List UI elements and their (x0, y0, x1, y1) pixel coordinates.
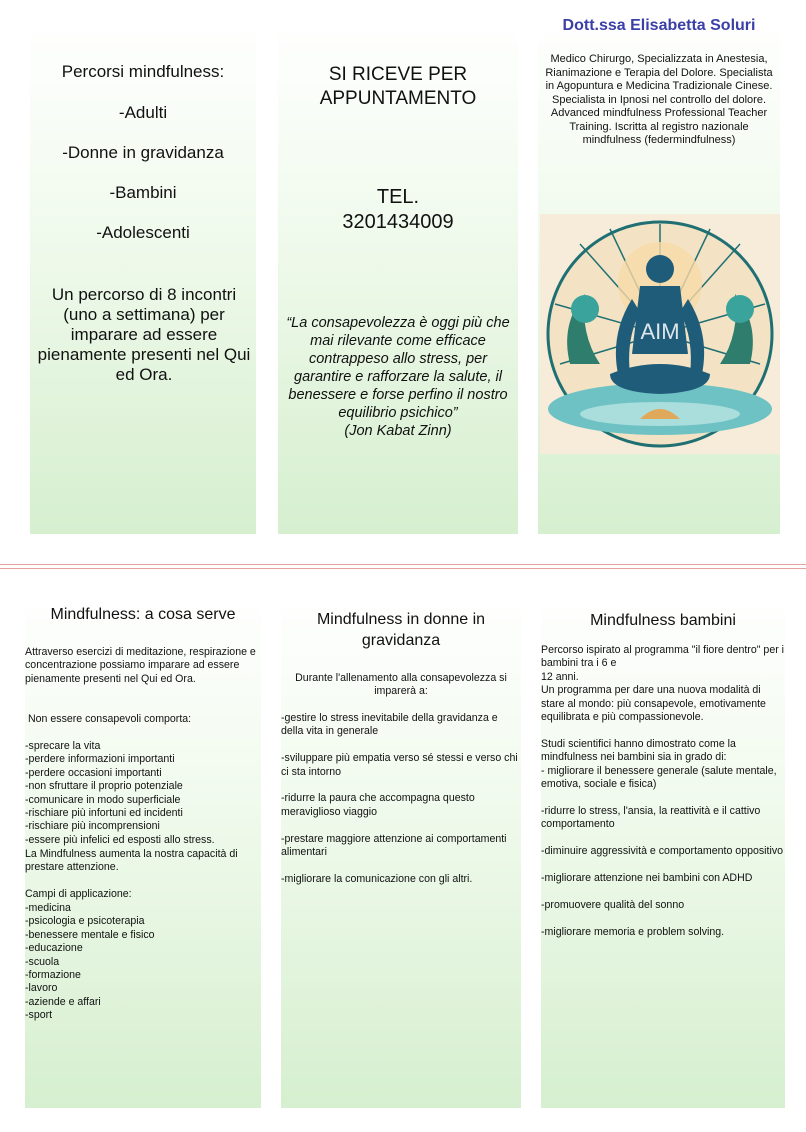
percorsi-title: Percorsi mindfulness: (61, 62, 225, 81)
gravidanza-intro: Durante l'allenamento alla consapevolezza si imparerà a: (295, 672, 507, 698)
meditation-figure-icon (540, 214, 780, 454)
appointment-notice: SI RICEVE PER APPUNTAMENTO (319, 64, 477, 109)
doctor-credentials: Medico Chirurgo, Specializzata in Anestesia, Rianimazione e Terapia del Dolore. Specialista in Agopuntura e Medicina Tradizionale Cinese. Specialista in Ipnosi nel controllo del dolore. Advanced mindfulness Professional Teacher Training. Iscritta al registro nazionale mindfulness (federmindfulness) (545, 53, 773, 146)
aim-logo-text: AIM (640, 319, 680, 344)
percorso-item-gravidanza: -Donne in gravidanza (62, 143, 224, 162)
percorso-item-adulti: -Adulti (118, 103, 168, 122)
percorso-item-bambini: -Bambini (109, 183, 177, 202)
panel-a-cosa-serve (25, 590, 261, 1108)
panel-bambini (541, 590, 785, 1108)
a-cosa-serve-title: Mindfulness: a cosa serve (50, 606, 236, 623)
non-consapevoli-title: Non essere consapevoli comporta: (28, 713, 192, 725)
tel-label: TEL. (376, 186, 420, 208)
meditation-illustration (540, 214, 780, 454)
panel-contatti (278, 16, 518, 534)
a-cosa-serve-intro: Attraverso esercizi di meditazione, respirazione e concentrazione possiamo imparare ad essere pienamente presenti nel Qui ed Ora. (25, 646, 256, 685)
panel-doctor (538, 16, 780, 534)
mindfulness-conclusion: La Mindfulness aumenta la nostra capacità di prestare attenzione. (25, 848, 238, 874)
gravidanza-body: -gestire lo stress inevitabile della gravidanza e della vita in generale -sviluppare più empatia verso sé stessi e verso chi ci sta intorno -ridurre la paura che accompagna questo meraviglioso viaggio -prestare maggiore attenzione ai comportamenti alimentari -migliorare la comunicazione con gli altri. (281, 712, 518, 885)
quote-author: (Jon Kabat Zinn) (344, 423, 452, 439)
gravidanza-title: Mindfulness in donne in gravidanza (316, 611, 486, 649)
bambini-body: Percorso ispirato al programma "il fiore dentro" per i bambini tra i 6 e 12 anni. Un programma per dare una nuova modalità di stare al mondo: più consapevole, emotivamente equilibrata e più compassionevole. Studi scientifici hanno dimostrato come la mindfulness nei bambini sia in grado di: - migliorare il benessere generale (salute mentale, emotiva, sociale e fisica) -ridurre lo stress, l'ansia, la reattività e il cattivo comportamento -diminuire aggressività e comportamento oppositivo -migliorare attenzione nei bambini con ADHD -promuovere qualità del sonno -migliorare memoria e problem solving. (541, 644, 785, 938)
non-consapevoli-list: -sprecare la vita -perdere informazioni importanti -perdere occasioni importanti -non sfruttare il proprio potenziale -comunicare in modo superficiale -rischiare più infortuni ed incidenti -rischiare più incomprensioni -essere più infelici ed esposti allo stress. (25, 740, 215, 846)
percorso-item-adolescenti: -Adolescenti (96, 223, 190, 242)
tel-number: 3201434009 (342, 211, 454, 233)
campi-title: Campi di applicazione: (25, 888, 132, 900)
brochure-outside (0, 0, 806, 565)
panel-percorsi (30, 16, 256, 534)
quote-text: “La consapevolezza è oggi più che mai rilevante come efficace contrappeso allo stress, per garantire e rafforzare la salute, il benessere e forse perfino il nostro equilibrio psichico” (286, 315, 510, 421)
percorso-description: Un percorso di 8 incontri (uno a settimana) per imparare ad essere pienamente presenti nel Qui ed Ora. (37, 285, 251, 384)
campi-list: -medicina -psicologia e psicoterapia -benessere mentale e fisico -educazione -scuola -formazione -lavoro -aziende e affari -sport (25, 902, 155, 1022)
bambini-title: Mindfulness bambini (590, 612, 736, 629)
panel-gravidanza (281, 590, 521, 1108)
doctor-name: Dott.ssa Elisabetta Soluri (562, 17, 756, 34)
